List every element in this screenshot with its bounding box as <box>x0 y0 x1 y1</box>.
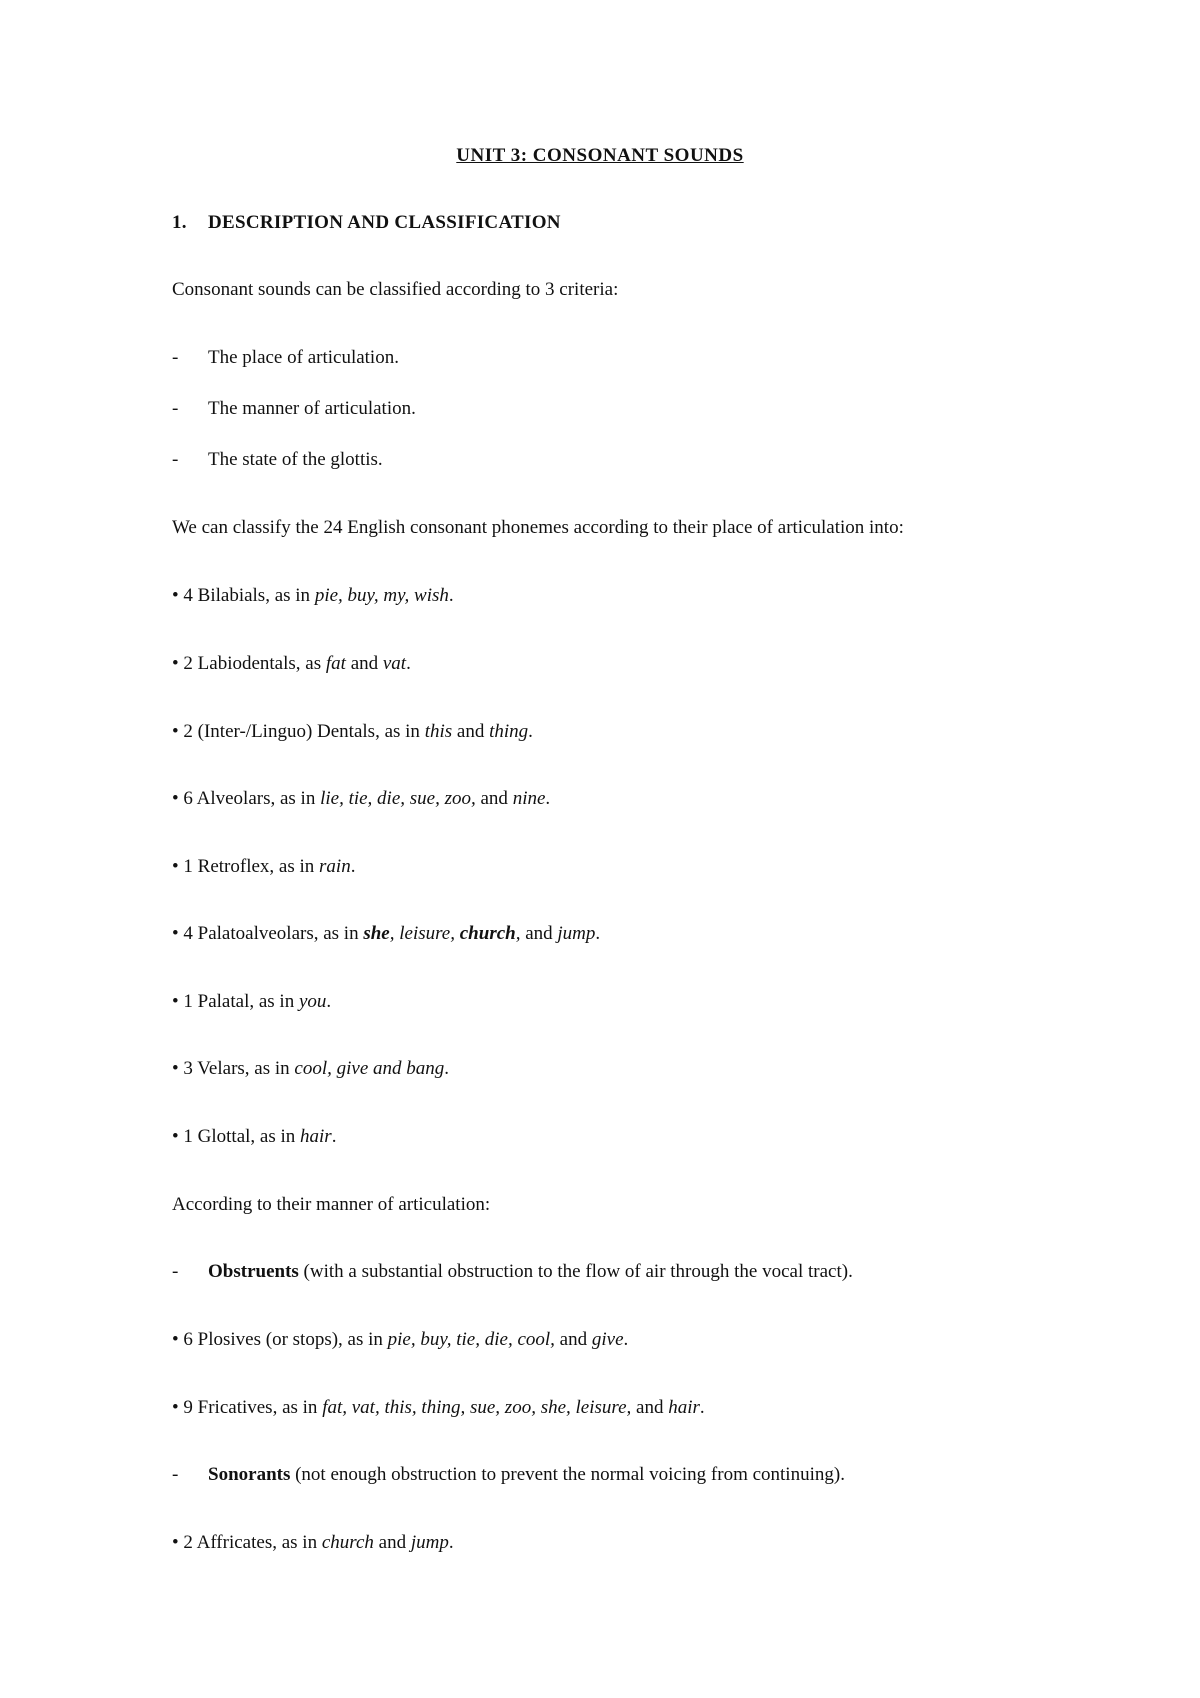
example-word: she <box>363 923 390 944</box>
manner-intro-paragraph: According to their manner of articulation: <box>172 1194 491 1215</box>
criteria-text: The manner of articulation. <box>208 398 416 419</box>
criteria-text: The place of articulation. <box>208 347 399 368</box>
bullet-retroflex <box>172 855 355 879</box>
bullet-suffix: . <box>545 788 551 809</box>
bullet-conjunction: and <box>475 788 513 809</box>
bullet-suffix: . <box>699 1397 705 1418</box>
example-word: church <box>321 1532 374 1553</box>
bullet-conjunction: and <box>345 653 383 674</box>
example-words: lie, tie, die, sue, zoo, <box>320 788 476 809</box>
bullet-text: • 1 Glottal, as in <box>172 1126 301 1147</box>
bullet-conjunction: and <box>554 1329 592 1350</box>
bullet-text: • 2 Affricates, as in <box>172 1532 322 1553</box>
bullet-dentals <box>172 720 533 744</box>
example-word: this <box>424 721 453 742</box>
bullet-alveolars <box>172 787 550 811</box>
bullet-conjunction: and <box>452 721 490 742</box>
example-word: leisure <box>399 923 451 944</box>
example-word: hair <box>300 1126 332 1147</box>
sonorants-item <box>172 1463 845 1487</box>
term-description: (not enough obstruction to prevent the normal voicing from continuing). <box>290 1464 845 1485</box>
obstruents-item <box>172 1260 853 1284</box>
bullet-suffix: . <box>326 991 332 1012</box>
separator: , <box>450 923 460 944</box>
criteria-text: The state of the glottis. <box>208 449 383 470</box>
separator: , <box>389 923 400 944</box>
bullet-suffix: . <box>595 923 601 944</box>
bullet-text: • 4 Bilabials, as in <box>172 585 315 606</box>
bullet-conjunction: and <box>631 1397 669 1418</box>
criteria-item <box>172 397 416 421</box>
example-word: fat <box>325 653 346 674</box>
bullet-text: • 6 Alveolars, as in <box>172 788 321 809</box>
dash-marker: - <box>172 1464 179 1485</box>
bullet-text: • 9 Fricatives, as in <box>172 1397 323 1418</box>
bullet-affricates <box>172 1531 454 1555</box>
section-number: 1. <box>172 212 187 233</box>
dash-marker: - <box>172 347 179 368</box>
example-words: pie, buy, tie, die, cool, <box>387 1329 555 1350</box>
bullet-glottal <box>172 1125 336 1149</box>
bullet-bilabials <box>172 584 454 608</box>
example-word: vat <box>382 653 407 674</box>
bullet-text: • 1 Retroflex, as in <box>172 856 320 877</box>
example-word: rain <box>319 856 351 877</box>
example-word: jump <box>557 923 596 944</box>
bullet-suffix: . <box>528 721 533 742</box>
bullet-suffix: . <box>448 585 454 606</box>
separator: , <box>515 923 526 944</box>
bullet-text: • 3 Velars, as in <box>172 1058 295 1079</box>
dash-marker: - <box>172 1261 179 1282</box>
example-word: hair <box>668 1397 700 1418</box>
criteria-item <box>172 346 399 370</box>
bullet-fricatives <box>172 1396 705 1420</box>
bullet-suffix: . <box>406 653 411 674</box>
example-word: jump <box>410 1532 449 1553</box>
bullet-suffix: . <box>623 1329 629 1350</box>
bullet-text: • 2 Labiodentals, as <box>172 653 326 674</box>
example-word: church <box>459 923 516 944</box>
bullet-labiodentals <box>172 652 411 676</box>
dash-marker: - <box>172 449 179 470</box>
term: Sonorants <box>208 1464 291 1485</box>
bullet-text: • 6 Plosives (or stops), as in <box>172 1329 388 1350</box>
bullet-velars <box>172 1057 449 1081</box>
example-word: thing <box>489 721 529 742</box>
bullet-palatoalveolars <box>172 922 600 946</box>
intro-paragraph: Consonant sounds can be classified according to 3 criteria: <box>172 279 619 300</box>
place-intro-paragraph: We can classify the 24 English consonant phonemes according to their place of articulation into: <box>172 517 904 538</box>
example-words: fat, vat, this, thing, sue, zoo, she, leisure, <box>322 1397 632 1418</box>
term-description: (with a substantial obstruction to the flow of air through the vocal tract). <box>298 1261 853 1282</box>
criteria-item <box>172 448 383 472</box>
section-heading <box>172 211 561 235</box>
bullet-text: • 2 (Inter-/Linguo) Dentals, as in <box>172 721 425 742</box>
example-words: pie, buy, my, wish <box>314 585 449 606</box>
example-word: you <box>298 991 327 1012</box>
bullet-suffix: . <box>350 856 356 877</box>
bullet-suffix: . <box>444 1058 450 1079</box>
bullet-palatal <box>172 990 331 1014</box>
term: Obstruents <box>208 1261 299 1282</box>
bullet-plosives <box>172 1328 628 1352</box>
bullet-text: • 4 Palatoalveolars, as in <box>172 923 364 944</box>
bullet-conjunction: and <box>525 923 558 944</box>
bullet-conjunction: and <box>373 1532 411 1553</box>
page-title: UNIT 3: CONSONANT SOUNDS <box>456 145 744 166</box>
example-words: cool, give and bang <box>294 1058 445 1079</box>
bullet-text: • 1 Palatal, as in <box>172 991 299 1012</box>
example-word: nine <box>512 788 546 809</box>
section-heading-text: DESCRIPTION AND CLASSIFICATION <box>208 212 561 233</box>
bullet-suffix: . <box>448 1532 454 1553</box>
example-word: give <box>591 1329 624 1350</box>
bullet-suffix: . <box>331 1126 337 1147</box>
dash-marker: - <box>172 398 179 419</box>
